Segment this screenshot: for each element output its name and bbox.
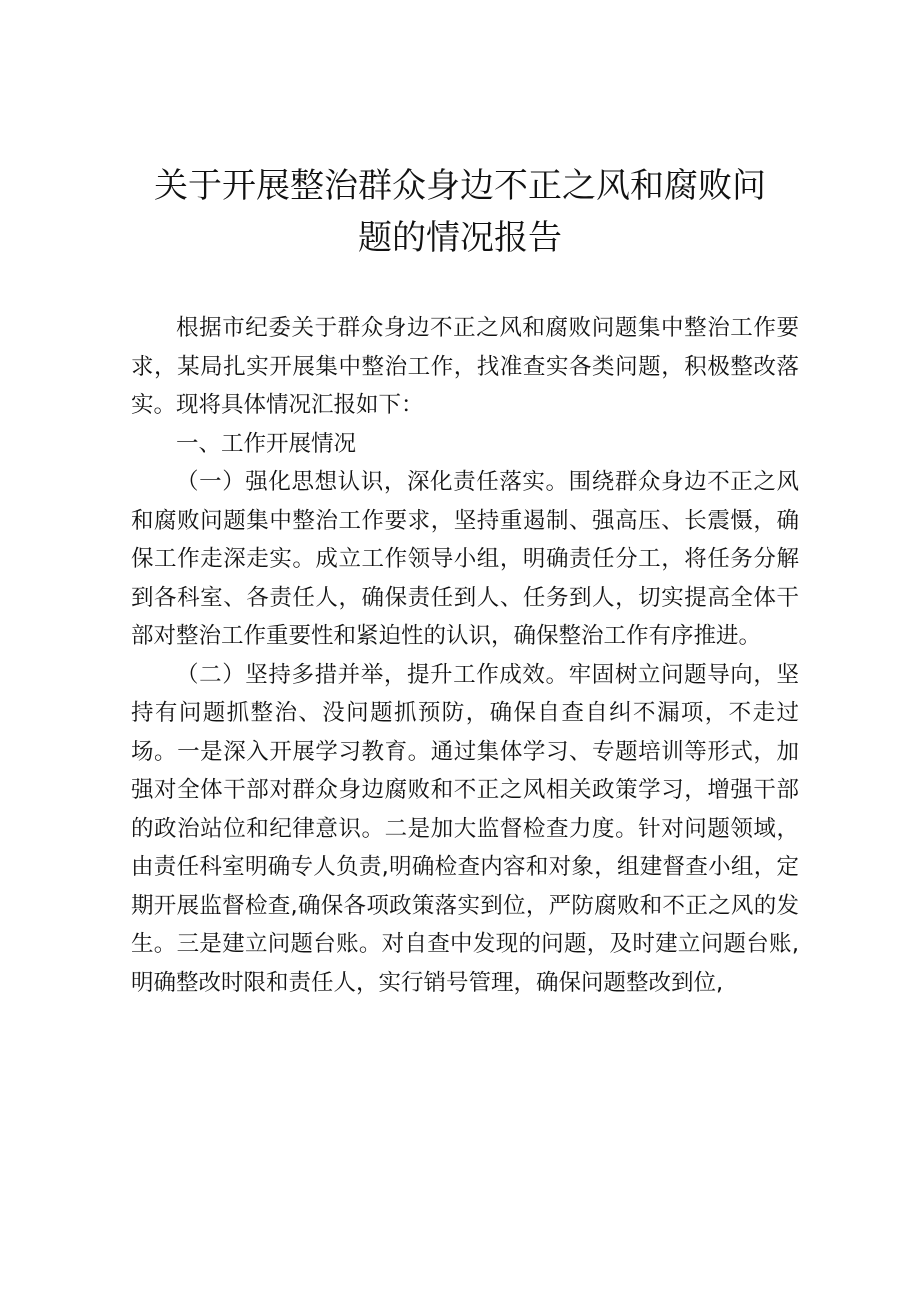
document-title [130, 160, 790, 264]
document-body [131, 309, 799, 1002]
intro-paragraph: 根据市纪委关于群众身边不正之风和腐败问题集中整治工作要求，某局扎实开展集中整治工作，找准查实各类问题，积极整改落实。现将具体情况汇报如下： [131, 315, 799, 418]
item-paragraph-2: （二）坚持多措并举，提升工作成效。牢固树立问题导向，坚持有问题抓整治、没问题抓预防，确保自查自纠不漏项，不走过场。一是深入开展学习教育。通过集体学习、专题培训等形式，加强对全体干部对群众身边腐败和不正之风相关政策学习，增强干部的政治站位和纪律意识。二是加大监督检查力度。针对问题领域，由责任科室明确专人负责,明确检查内容和对象，组建督查小组，定期开展监督检查,确保各项政策落实到位，严防腐败和不正之风的发生。三是建立问题台账。对自查中发现的问题，及时建立问题台账,明确整改时限和责任人，实行销号管理，确保问题整改到位, [131, 661, 799, 996]
title-line-2: 题的情况报告 [358, 218, 562, 258]
title-line-1: 关于开展整治群众身边不正之风和腐败问 [154, 166, 766, 206]
item-paragraph-1: （一）强化思想认识，深化责任落实。围绕群众身边不正之风和腐败问题集中整治工作要求，坚持重遏制、强高压、长震慑，确保工作走深走实。成立工作领导小组，明确责任分工，将任务分解到各科室、各责任人，确保责任到人、任务到人，切实提高全体干部对整治工作重要性和紧迫性的认识，确保整治工作有序推进。 [131, 469, 799, 649]
section-heading-1: 一、工作开展情况 [176, 430, 357, 457]
